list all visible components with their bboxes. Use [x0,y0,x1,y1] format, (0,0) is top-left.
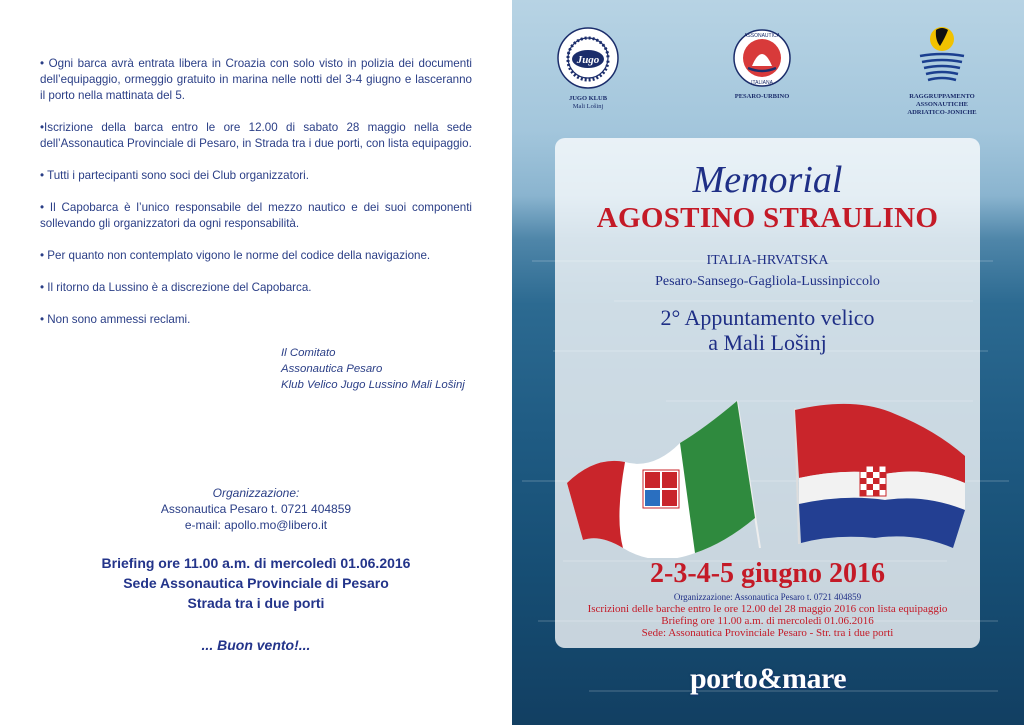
briefing-line: Sede Assonautica Provinciale di Pesaro [123,575,389,591]
honoree-name: AGOSTINO STRAULINO [596,202,939,234]
signature-line: Assonautica Pesaro [281,363,383,375]
event-card [555,138,980,648]
rule-item: • Il ritorno da Lussino è a discrezione del Capobarca. [40,281,312,294]
route-line: Pesaro-Sansego-Gagliola-Lussinpiccolo [655,274,880,289]
signature-line: Il Comitato [281,347,336,359]
subtitle-line: 2° Appuntamento velico [660,305,875,330]
assonautica-emblem-icon [732,28,792,88]
porto-mare-logo: porto&mare [689,662,847,695]
rule-item: • Per quanto non contemplato vigono le norme del codice della navigazione. [40,249,431,262]
raggruppamento-emblem-icon [912,24,972,88]
jugo-klub-logo [548,26,628,111]
countries-line: ITALIA-HRVATSKA [706,253,829,268]
assonautica-caption: PESARO-URBINO [734,93,790,100]
memorial-title: Memorial [692,159,843,201]
logos-row [512,22,1024,122]
briefing-line: Strada tra i due porti [187,595,325,611]
cover-panel [512,0,1024,725]
organization-block [0,485,512,533]
detail-line: Sede: Assonautica Provinciale Pesaro - Str. tra i due porti [641,627,894,639]
rule-item: • Ogni barca avrà entrata libera in Croazia con solo visto in polizia dei documenti dell’equipaggio, ormeggio gratuito in marina nelle notti del 3-4 giugno e lasceranno il porto nella mattinata del 5. [40,57,472,102]
flags-illustration [555,138,980,558]
rule-item: • Tutti i partecipanti sono soci dei Club organizzatori. [40,169,309,182]
briefing-line: Briefing ore 11.00 a.m. di mercoledì 01.06.2016 [101,555,411,571]
rule-item: • Non sono ammessi reclami. [40,313,191,326]
svg-text:Jugo: Jugo [576,54,600,66]
jugo-emblem-icon [556,26,620,90]
event-details [555,591,980,639]
rules-list [40,56,472,344]
event-dates: 2-3-4-5 giugno 2016 [650,558,885,589]
italian-flag-icon [567,401,760,558]
raggruppamento-caption: RAGGRUPPAMENTO [909,93,975,100]
organization-email: e-mail: apollo.mo@libero.it [184,518,328,532]
detail-line: Organizzazione: Assonautica Pesaro t. 0721 404859 [673,592,862,602]
signature-line: Klub Velico Jugo Lussino Mali Lošinj [281,379,465,391]
buon-vento: ... Buon vento!... [201,637,311,653]
svg-text:ASSONAUTICA: ASSONAUTICA [744,33,780,39]
svg-text:ITALIANA: ITALIANA [751,80,773,86]
rule-item: •Iscrizione della barca entro le ore 12.00 di sabato 28 maggio nella sede dell’Assonautica Provinciale di Pesaro, in Strada tra i due porti, con lista equipaggio. [40,121,472,150]
jugo-caption-city: Mali Lošinj [572,103,604,110]
jugo-caption: JUGO KLUB [568,95,608,102]
briefing-block [0,553,512,613]
rule-item: • Il Capobarca è l’unico responsabile del mezzo nautico e dei suoi componenti sollevando gli organizzatori da ogni responsabilità. [40,201,472,230]
signature-block [281,345,465,393]
subtitle-line: a Mali Lošinj [708,330,827,355]
croatian-flag-icon [795,404,965,548]
organization-label: Organizzazione: [212,486,300,500]
detail-line: Iscrizioni delle barche entro le ore 12.00 del 28 maggio 2016 con lista equipaggio [587,603,948,615]
raggruppamento-logo [892,24,992,117]
organization-phone: Assonautica Pesaro t. 0721 404859 [160,502,352,516]
detail-line: Briefing ore 11.00 a.m. di mercoledì 01.06.2016 [661,615,874,627]
raggruppamento-caption: ADRIATICO-JONICHE [907,109,977,116]
raggruppamento-caption: ASSONAUTICHE [915,101,968,108]
assonautica-logo [722,28,802,101]
